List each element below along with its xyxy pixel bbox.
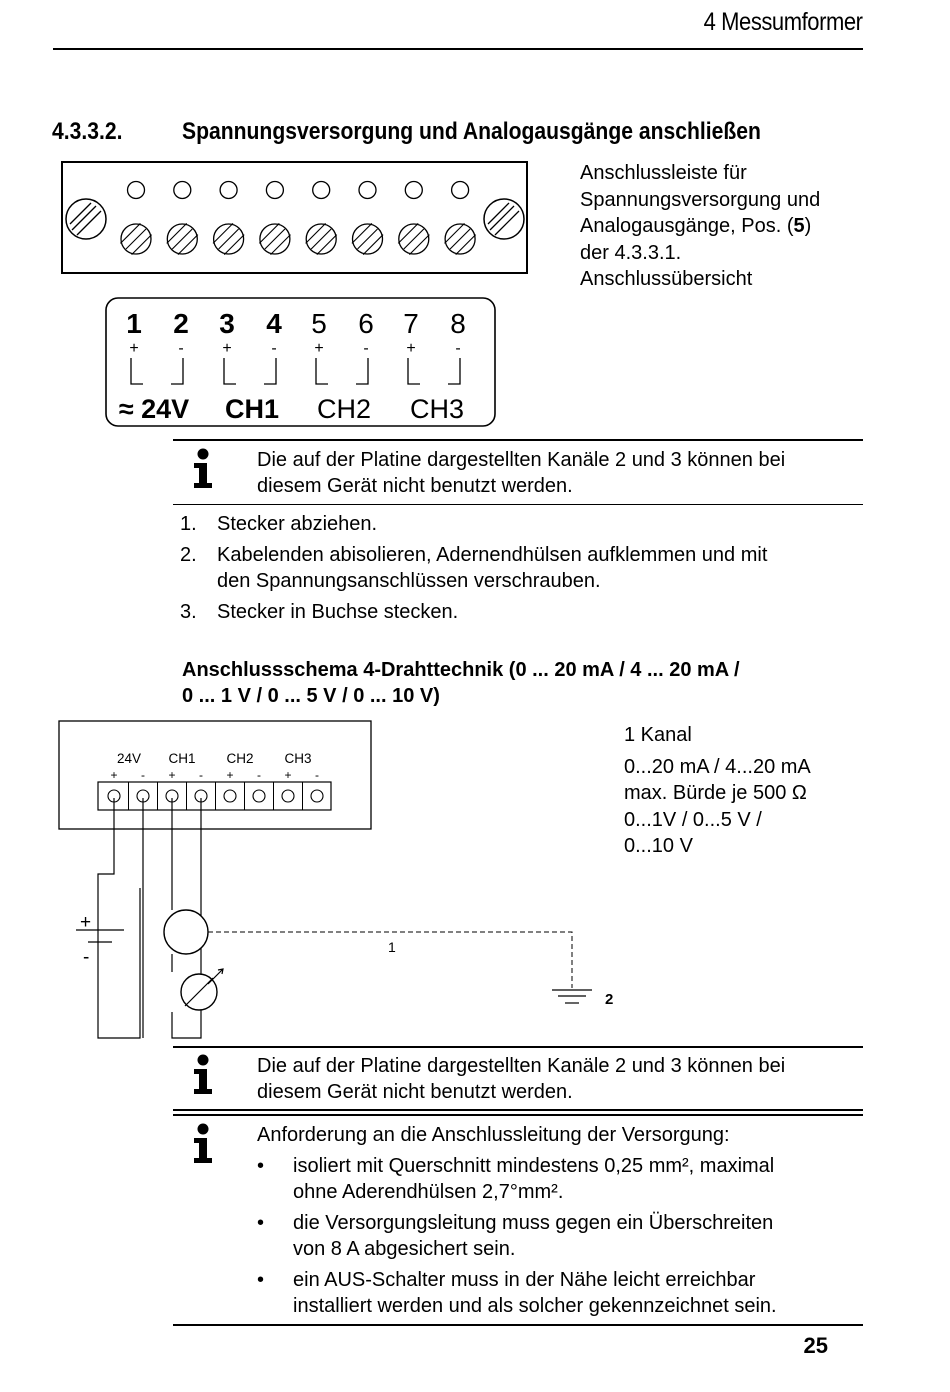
note-rule-double [173, 1114, 863, 1116]
terminal-group-label: CH1 [224, 394, 280, 424]
note-2-text: Die auf der Platine dargestellten Kanäle 2 und 3 können bei diesem Gerät nicht benutzt werden. [257, 1055, 786, 1103]
terminal-number: 3 [219, 308, 235, 339]
wiring-sign: + [110, 768, 118, 782]
note-rule-double [173, 1109, 863, 1111]
caption-line: Anschlussleiste für [580, 162, 747, 184]
meter-symbol [181, 969, 223, 1010]
terminal-hole [266, 182, 283, 199]
screw-right [484, 199, 524, 239]
wiring-sign: - [199, 768, 203, 782]
wiring-terminal [282, 790, 294, 802]
terminal-hole [313, 182, 330, 199]
terminal-hole [405, 182, 422, 199]
wiring-terminal [224, 790, 236, 802]
terminal-sign: + [222, 340, 232, 357]
terminal-number: 7 [403, 308, 419, 339]
section-number: 4.3.3.2. [52, 118, 123, 145]
terminal-sign: - [271, 340, 277, 357]
wiring-group-label: CH1 [168, 751, 196, 766]
terminal-hole [174, 182, 191, 199]
wiring-subheading: Anschlussschema 4-Drahttechnik (0 ... 20 mA / 4 ... 20 mA / 0 ... 1 V / 0 ... 5 V / 0 ... 10 V) [182, 659, 740, 707]
terminal-number: 4 [266, 308, 282, 339]
info-icon [190, 1054, 216, 1096]
note-rule-top [173, 439, 863, 441]
terminal-strip-diagram [60, 160, 530, 276]
screw-left [66, 199, 106, 239]
wiring-sign: - [315, 768, 319, 782]
terminal-sign: - [178, 340, 184, 357]
wiring-terminal [311, 790, 323, 802]
shield-label: 1 [388, 939, 396, 955]
list-item: 2. Kabelenden abisolieren, Adernendhülsen aufklemmen und mit den Spannungsanschlüssen verschrauben. [180, 544, 768, 592]
note-3 [257, 1122, 867, 1324]
list-item: • die Versorgungsleitung muss gegen ein Überschreiten von 8 A abgesichert sein. [257, 1212, 774, 1260]
battery-minus: - [83, 947, 90, 968]
wiring-sign: + [226, 768, 234, 782]
terminal-screw [445, 223, 476, 254]
section-title: Spannungsversorgung und Analogausgänge anschließen [182, 118, 761, 145]
ground-label: 2 [605, 991, 614, 1008]
header-rule [53, 48, 863, 50]
info-icon [190, 448, 216, 490]
page-number: 25 [803, 1333, 828, 1358]
ground-symbol [552, 990, 592, 1003]
terminal-screw [120, 223, 151, 254]
terminal-number: 6 [358, 308, 374, 339]
terminal-screw [306, 223, 337, 254]
terminal-group-label: ≈ 24V [118, 394, 190, 424]
wiring-caption: 1 Kanal 0...20 mA / 4...20 mA max. Bürde je 500 Ω 0...1V / 0...5 V / 0...10 V [624, 724, 811, 857]
wiring-sign: + [284, 768, 292, 782]
terminal-group-label: CH3 [409, 394, 465, 424]
terminal-label-diagram [104, 296, 498, 429]
caption-line: Spannungsversorgung und [580, 188, 821, 211]
steps-list [180, 511, 767, 630]
caption-line: Anschlussübersicht [580, 268, 753, 290]
terminal-sign: - [363, 340, 369, 357]
terminal-number: 5 [311, 308, 327, 339]
note-rule-top [173, 1046, 863, 1048]
info-icon [190, 1123, 216, 1165]
wiring-group-label: CH3 [284, 751, 312, 766]
wiring-sign: + [168, 768, 176, 782]
terminal-number: 2 [173, 308, 189, 339]
list-item: • isoliert mit Querschnitt mindestens 0,25 mm², maximal ohne Aderendhülsen 2,7°mm². [257, 1155, 775, 1203]
sensor-symbol [164, 910, 208, 954]
terminal-group-label: CH2 [316, 394, 372, 424]
wiring-terminal [253, 790, 265, 802]
note-rule-bottom [173, 504, 863, 505]
connector-caption [580, 160, 820, 293]
terminal-hole [452, 182, 469, 199]
terminal-screw [213, 223, 244, 254]
terminal-screw [167, 223, 198, 254]
position-number: 5 [793, 215, 805, 237]
battery-plus: + [80, 912, 92, 933]
note-1-text: Die auf der Platine dargestellten Kanäle 2 und 3 können bei diesem Gerät nicht benutzt werden. [257, 449, 786, 497]
list-item: 3. Stecker in Buchse stecken. [180, 601, 459, 623]
note-3-intro: Anforderung an die Anschlussleitung der Versorgung: [257, 1124, 730, 1146]
terminal-hole [220, 182, 237, 199]
terminal-sign: + [129, 340, 139, 357]
terminal-screw [352, 223, 383, 254]
terminal-hole [128, 182, 145, 199]
list-item: 1. Stecker abziehen. [180, 513, 378, 535]
terminal-sign: - [455, 340, 461, 357]
chapter-header: 4 Messumformer [704, 8, 863, 36]
terminal-sign: + [406, 340, 416, 357]
terminal-hole [359, 182, 376, 199]
wiring-group-label: 24V [116, 751, 142, 766]
terminal-number: 8 [450, 308, 466, 339]
wiring-sign: - [141, 768, 145, 782]
terminal-screw [259, 223, 290, 254]
caption-line: Analogausgänge, Pos. (5) [580, 215, 812, 237]
list-item: • ein AUS-Schalter muss in der Nähe leicht erreichbar installiert werden und als solcher gekennzeichnet sein. [257, 1269, 777, 1317]
terminal-screw [398, 223, 429, 254]
caption-line: der 4.3.3.1. [580, 241, 682, 264]
note-rule-bottom [173, 1324, 863, 1326]
terminal-sign: + [314, 340, 324, 357]
terminal-number: 1 [126, 308, 142, 339]
wiring-group-label: CH2 [226, 751, 254, 766]
wiring-sign: - [257, 768, 261, 782]
wiring-diagram [58, 718, 628, 1043]
